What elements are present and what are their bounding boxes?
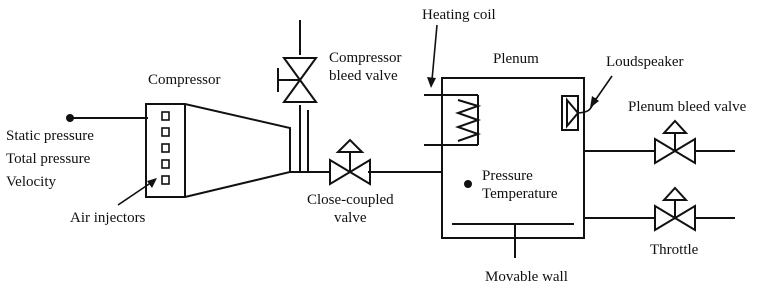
plenum-label: Plenum (493, 51, 539, 67)
close-coupled-label-line1: Close-coupled (307, 192, 394, 208)
temperature-label: Temperature (482, 186, 558, 202)
throttle-label: Throttle (650, 242, 699, 258)
close-coupled-valve (330, 140, 370, 184)
loudspeaker-label: Loudspeaker (606, 54, 684, 70)
movable-wall-label: Movable wall (485, 269, 568, 285)
compressor (146, 104, 290, 197)
air-injectors (162, 112, 169, 184)
static-pressure-label: Static pressure (6, 128, 94, 144)
loudspeaker-arrow (590, 76, 612, 108)
compressor-bleed-label-line2: bleed valve (329, 68, 398, 84)
air-injectors-arrow (118, 178, 157, 205)
compressor-bleed-pipe (300, 20, 308, 172)
throttle-valve (655, 188, 695, 230)
heating-coil-arrow (427, 25, 437, 88)
loudspeaker (562, 96, 596, 130)
movable-wall (452, 224, 574, 258)
plenum-bleed-valve (655, 121, 695, 163)
inlet-probe (66, 114, 148, 122)
close-coupled-label-line2: valve (334, 210, 367, 226)
compressor-bleed-label-line1: Compressor (329, 50, 402, 66)
air-injectors-label: Air injectors (70, 210, 146, 226)
heating-coil (424, 95, 478, 145)
total-pressure-label: Total pressure (6, 151, 91, 167)
pressure-label: Pressure (482, 168, 533, 184)
compressor-label: Compressor (148, 72, 221, 88)
compressor-bleed-valve (278, 58, 316, 102)
plenum-bleed-valve-label: Plenum bleed valve (628, 99, 747, 115)
heating-coil-label: Heating coil (422, 7, 496, 23)
probe-dot (464, 180, 472, 188)
velocity-label: Velocity (6, 174, 56, 190)
